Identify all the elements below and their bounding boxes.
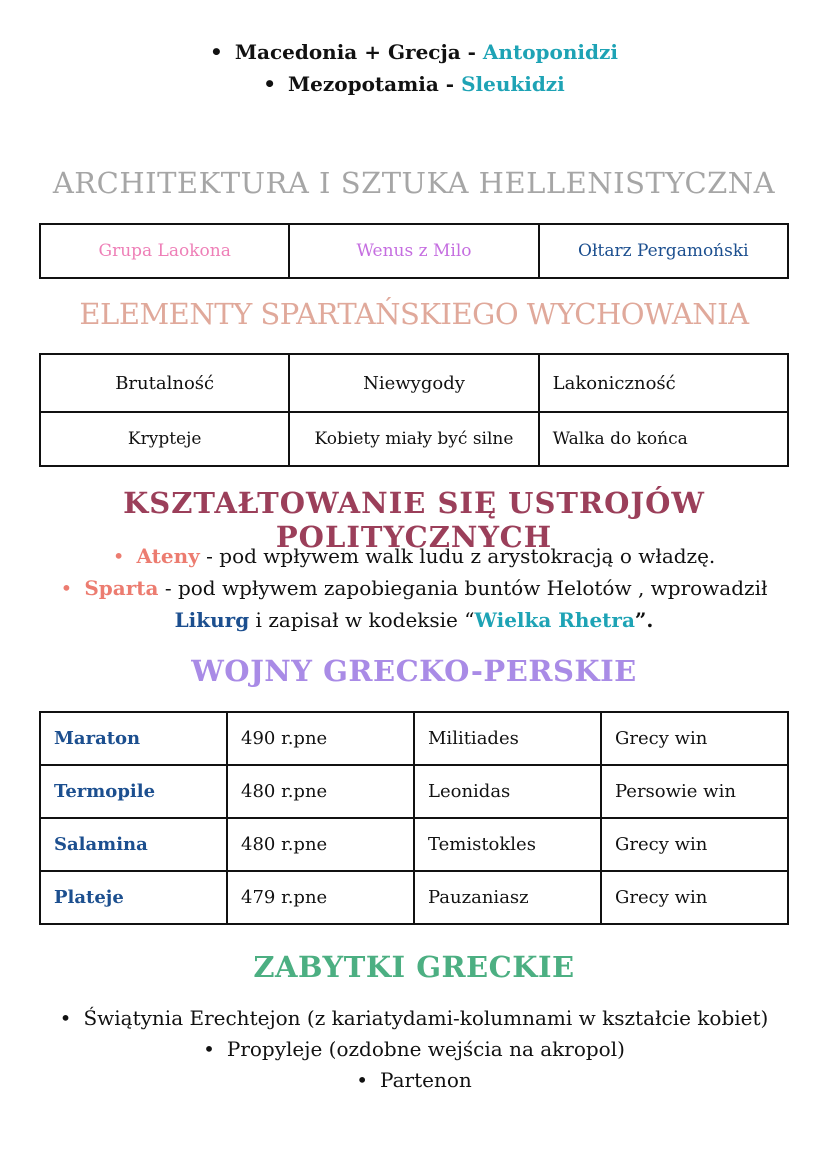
dynasty-name: Sleukidzi	[461, 72, 565, 96]
battle-cell: Plateje	[40, 871, 227, 924]
architecture-heading: ARCHITEKTURA I SZTUKA HELLENISTYCZNA	[52, 166, 776, 200]
table-row	[40, 354, 788, 412]
date-cell: 479 r.pne	[227, 871, 414, 924]
table-cell: Grupa Laokona	[40, 224, 289, 278]
table-cell: Krypteje	[40, 412, 289, 466]
ustroj-list	[0, 540, 828, 636]
table-row	[40, 412, 788, 466]
list-item	[0, 572, 828, 604]
list-item	[0, 540, 828, 572]
commander-cell: Pauzaniasz	[414, 871, 601, 924]
date-cell: 480 r.pne	[227, 765, 414, 818]
sparta-table	[39, 353, 789, 467]
list-item: • Propyleje (ozdobne wejścia na akropol)	[0, 1034, 828, 1065]
region-text: Mezopotamia -	[288, 72, 462, 96]
table-row	[40, 871, 788, 924]
continuation-text: i zapisał w kodeksie “	[249, 608, 475, 632]
wars-table	[39, 711, 789, 925]
table-cell: Brutalność	[40, 354, 289, 412]
date-cell: 490 r.pne	[227, 712, 414, 765]
table-cell: Walka do końca	[539, 412, 788, 466]
sparta-heading: ELEMENTY SPARTAŃSKIEGO WYCHOWANIA	[79, 297, 749, 331]
region-text: Macedonia + Grecja -	[234, 40, 483, 64]
date-cell: 480 r.pne	[227, 818, 414, 871]
list-item: • Świątynia Erechtejon (z kariatydami-kolumnami w kształcie kobiet)	[0, 1003, 828, 1034]
list-item	[0, 68, 828, 100]
city-description: - pod wpływem zapobiegania buntów Helotów , wprowadził	[158, 576, 768, 600]
table-cell: Lakoniczność	[539, 354, 788, 412]
table-cell: Kobiety miały być silne	[289, 412, 538, 466]
battle-cell: Salamina	[40, 818, 227, 871]
table-row	[40, 818, 788, 871]
architecture-table	[39, 223, 789, 279]
list-item: • Partenon	[0, 1065, 828, 1096]
monuments-list	[0, 1003, 828, 1096]
battle-cell: Maraton	[40, 712, 227, 765]
table-row	[40, 224, 788, 278]
list-item	[0, 36, 828, 68]
lawgiver-name: Likurg	[174, 608, 250, 632]
result-cell: Grecy win	[601, 712, 788, 765]
battle-cell: Termopile	[40, 765, 227, 818]
ustroj-heading: KSZTAŁTOWANIE SIĘ USTROJÓW POLITYCZNYCH	[123, 486, 705, 554]
table-cell: Ołtarz Pergamoński	[539, 224, 788, 278]
commander-cell: Temistokles	[414, 818, 601, 871]
commander-cell: Leonidas	[414, 765, 601, 818]
result-cell: Persowie win	[601, 765, 788, 818]
table-row	[40, 765, 788, 818]
table-cell: Niewygody	[289, 354, 538, 412]
city-label: Sparta	[84, 576, 159, 600]
commander-cell: Militiades	[414, 712, 601, 765]
dynasty-name: Antoponidzi	[482, 40, 618, 64]
zabytki-heading: ZABYTKI GRECKIE	[253, 950, 575, 984]
result-cell: Grecy win	[601, 818, 788, 871]
result-cell: Grecy win	[601, 871, 788, 924]
closing-quote: ”.	[634, 608, 654, 632]
code-name: Wielka Rhetra	[474, 608, 635, 632]
table-cell: Wenus z Milo	[289, 224, 538, 278]
wojny-heading: WOJNY GRECKO-PERSKIE	[191, 654, 637, 688]
city-description: - pod wpływem walk ludu z arystokracją o władzę.	[199, 544, 716, 568]
list-item-continuation	[0, 604, 828, 636]
table-row	[40, 712, 788, 765]
dynasty-list	[0, 36, 828, 100]
city-label: Ateny	[136, 544, 200, 568]
